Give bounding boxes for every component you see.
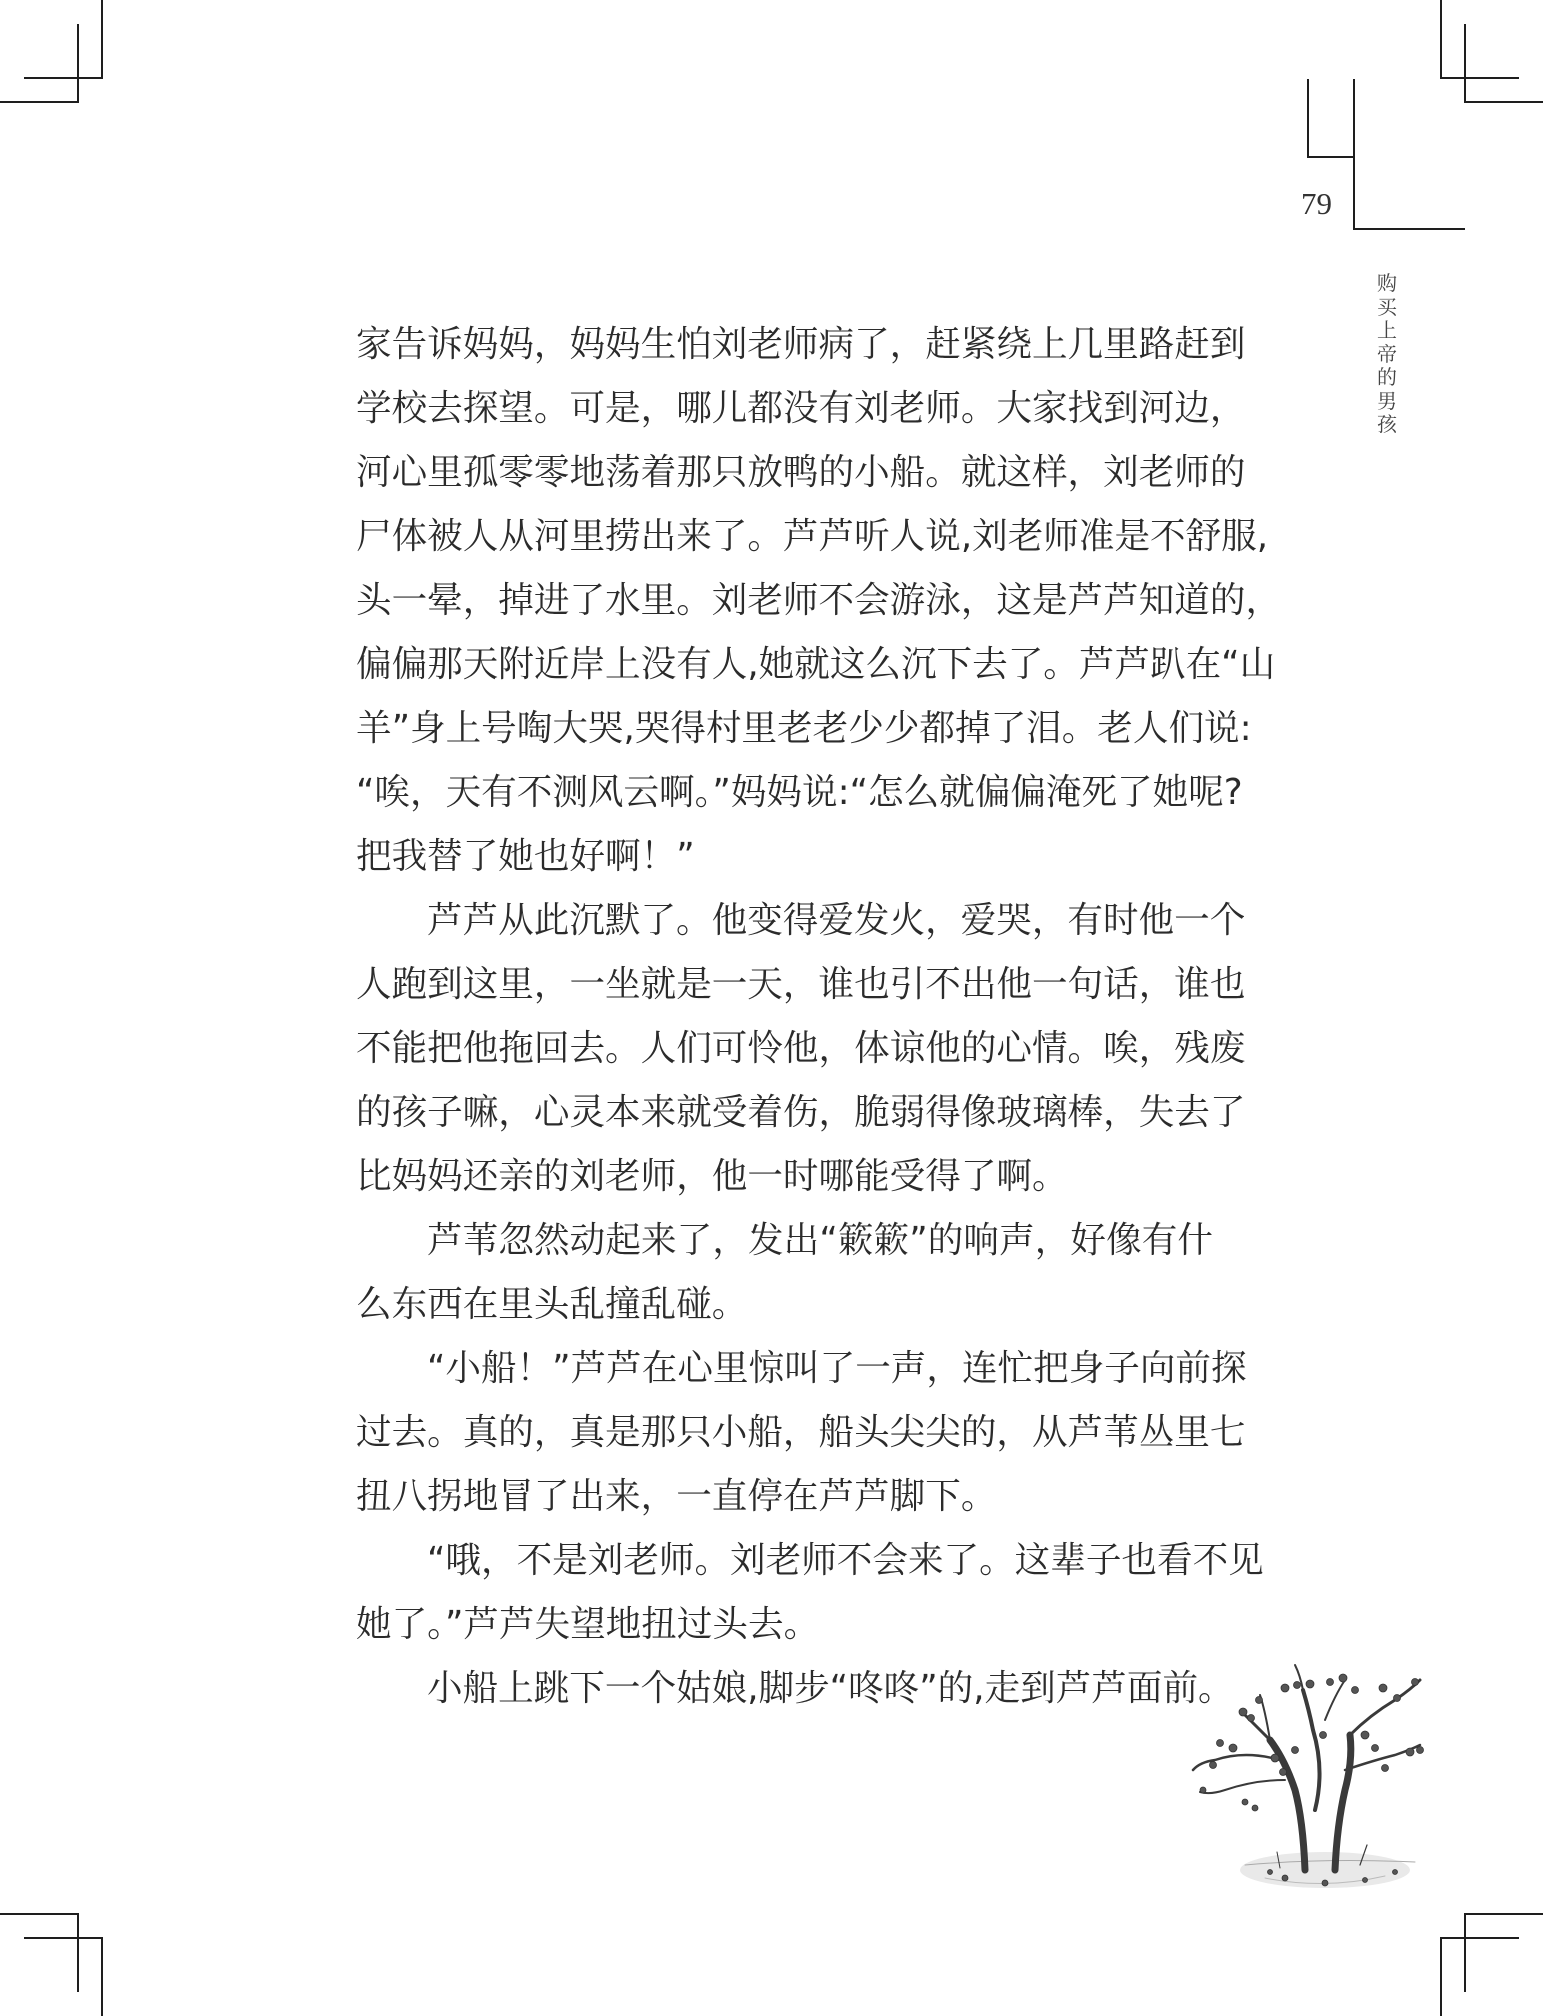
text-line: 把我替了她也好啊！”	[356, 836, 695, 877]
text-line: 芦苇忽然动起来了，发出“簌簌”的响声，好像有什	[427, 1220, 1213, 1261]
text-line: 学校去探望。可是，哪儿都没有刘老师。大家找到河边，	[356, 388, 1246, 429]
text-line: 扭八拐地冒了出来，一直停在芦芦脚下。	[356, 1476, 997, 1517]
text-line: 羊”身上号啕大哭,哭得村里老老少少都掉了泪。老人们说:	[356, 708, 1252, 749]
text-line: 她了。”芦芦失望地扭过头去。	[356, 1604, 820, 1645]
text-line: 么东西在里头乱撞乱碰。	[356, 1284, 748, 1325]
text-line: “唉，天有不测风云啊。”妈妈说:“怎么就偏偏淹死了她呢?	[356, 772, 1243, 813]
text-line: 偏偏那天附近岸上没有人,她就这么沉下去了。芦芦趴在“山	[356, 644, 1276, 685]
text-line: 河心里孤零零地荡着那只放鸭的小船。就这样，刘老师的	[356, 452, 1246, 493]
text-line: 家告诉妈妈，妈妈生怕刘老师病了，赶紧绕上几里路赶到	[356, 324, 1246, 365]
text-line: “小船！”芦芦在心里惊叫了一声，连忙把身子向前探	[427, 1348, 1247, 1389]
text-line: 的孩子嘛，心灵本来就受着伤，脆弱得像玻璃棒，失去了	[356, 1092, 1246, 1133]
text-line: 尸体被人从河里捞出来了。芦芦听人说,刘老师准是不舒服,	[356, 516, 1269, 557]
text-line: “哦，不是刘老师。刘老师不会来了。这辈子也看不见	[427, 1540, 1264, 1581]
text-line: 比妈妈还亲的刘老师，他一时哪能受得了啊。	[356, 1156, 1068, 1197]
text-line: 小船上跳下一个姑娘,脚步“咚咚”的,走到芦芦面前。	[427, 1668, 1234, 1709]
running-title: 购买上帝的男孩	[1377, 271, 1397, 436]
page-number: 79	[1301, 186, 1332, 221]
text-line: 人跑到这里，一坐就是一天，谁也引不出他一句话，谁也	[356, 964, 1246, 1005]
body-text	[356, 313, 1282, 1721]
text-line: 头一晕，掉进了水里。刘老师不会游泳，这是芦芦知道的，	[356, 580, 1282, 621]
tree-illustration	[1185, 1640, 1445, 1940]
text-line: 不能把他拖回去。人们可怜他，体谅他的心情。唉，残废	[356, 1028, 1246, 1069]
text-line: 过去。真的，真是那只小船，船头尖尖的，从芦苇丛里七	[356, 1412, 1246, 1453]
text-line: 芦芦从此沉默了。他变得爱发火，爱哭，有时他一个	[427, 900, 1246, 941]
